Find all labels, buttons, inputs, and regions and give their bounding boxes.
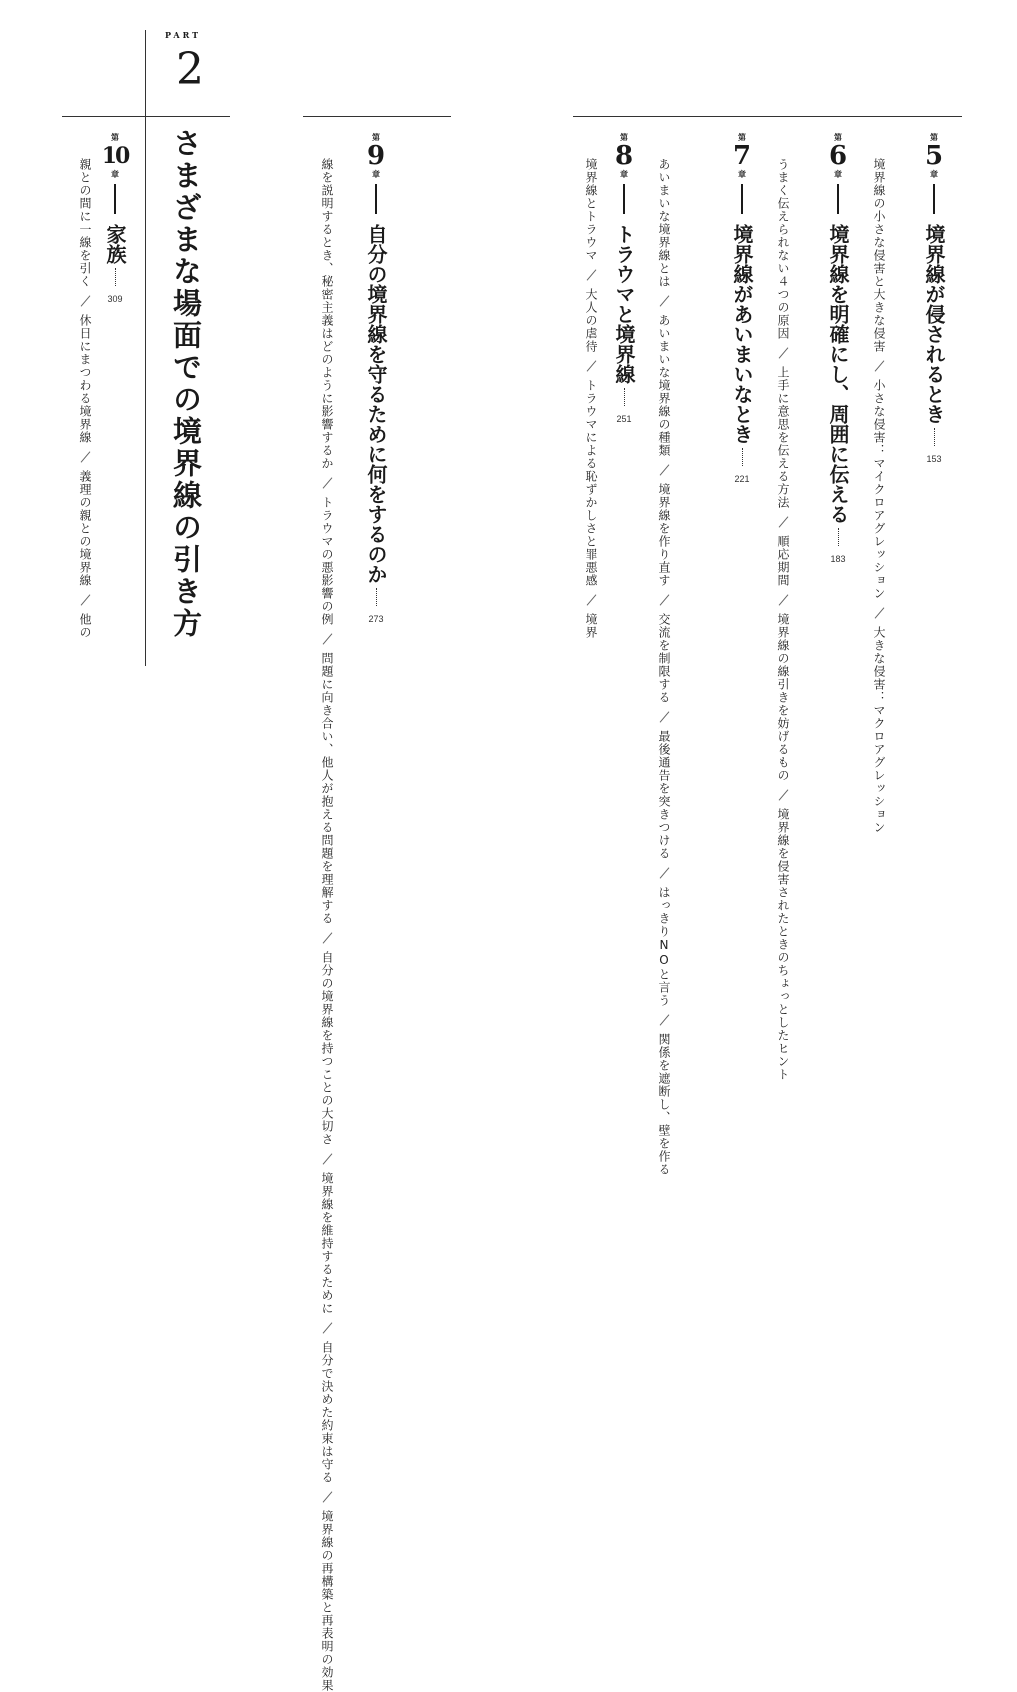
separator-slash [778, 789, 788, 800]
separator-slash [659, 711, 669, 722]
chapter-dai: 第 [372, 132, 380, 142]
chapter-sho: 章 [738, 169, 746, 179]
page-number: 251 [616, 414, 632, 424]
chapter-number: 5 [924, 141, 944, 171]
leader-dots [838, 528, 839, 546]
separator-slash [659, 464, 669, 475]
title-dash [375, 184, 377, 214]
section-item: 境界線を作り直す [657, 483, 671, 587]
separator-slash [322, 477, 332, 488]
chapter-10[interactable] [98, 132, 132, 304]
page-number: 273 [368, 614, 384, 624]
section-item: トラウマによる恥ずかしさと罪悪感 [584, 379, 598, 587]
chapter-dai: 第 [834, 132, 842, 142]
chapter-dai: 第 [111, 132, 119, 142]
chapter-dai: 第 [930, 132, 938, 142]
section-item: 上手に意思を伝える方法 [776, 366, 790, 509]
separator-slash [322, 1153, 332, 1164]
chapter-dai: 第 [620, 132, 628, 142]
section-item: あいまいな境界線の種類 [657, 314, 671, 457]
chapter-5[interactable] [918, 132, 950, 464]
chapter-8-sections [580, 158, 602, 678]
chapter-number: 10 [101, 143, 129, 169]
title-dash [741, 184, 743, 214]
part-title: さまざまな場面での境界線の引き方 [169, 128, 203, 640]
separator-slash [322, 932, 332, 943]
chapter-7[interactable] [726, 132, 758, 484]
section-item: 最後通告を突きつける [657, 730, 671, 860]
section-item: 境界線を維持するために [320, 1172, 334, 1315]
separator-slash [80, 594, 90, 605]
chapter-6[interactable] [822, 132, 854, 564]
section-item: 親との間に一線を引く [78, 158, 92, 288]
page-number: 221 [734, 474, 750, 484]
section-item: 関係を遮断し、壁を作る [657, 1033, 671, 1176]
section-item: 大きな侵害：マクロアグレッション [872, 626, 886, 834]
page-number: 153 [926, 454, 942, 464]
section-item: 境界 [584, 613, 598, 639]
separator-slash [778, 347, 788, 358]
section-item: 境界線とトラウマ [584, 158, 598, 262]
separator-slash [659, 867, 669, 878]
title-dash [837, 184, 839, 214]
rule-left [62, 116, 230, 117]
separator-slash [778, 594, 788, 605]
chapter-title: 境界線が侵されるとき [922, 224, 946, 424]
chapter-dai: 第 [738, 132, 746, 142]
section-item: 小さな侵害：マイクロアグレッション [872, 379, 886, 600]
separator-slash [586, 360, 596, 371]
section-item: 境界線の小さな侵害と大きな侵害 [872, 158, 886, 353]
chapter-sho: 章 [930, 169, 938, 179]
separator-slash [322, 1491, 332, 1502]
separator-slash [586, 269, 596, 280]
separator-slash [659, 1014, 669, 1025]
section-item: 自分の境界線を持つことの大切さ [320, 951, 334, 1146]
separator-slash [322, 1322, 332, 1333]
chapter-sho: 章 [620, 169, 628, 179]
chapter-number: 9 [366, 141, 386, 171]
section-item: はっきりNOと言う [657, 886, 671, 1007]
separator-slash [659, 594, 669, 605]
section-item: 大人の虐待 [584, 288, 598, 353]
section-item: 義理の親との境界線 [78, 470, 92, 587]
title-dash [114, 184, 116, 214]
part-number: 2 [176, 44, 204, 95]
leader-dots [376, 588, 377, 606]
rule-right-page [573, 116, 962, 117]
chapter-number: 8 [614, 141, 634, 171]
chapter-8[interactable] [608, 132, 640, 424]
page-number: 309 [107, 294, 123, 304]
chapter-title: 自分の境界線を守るために何をするのか [364, 224, 388, 584]
separator-slash [322, 633, 332, 644]
rule-middle [303, 116, 451, 117]
section-item: 線を説明するとき、秘密主義はどのように影響するか [320, 158, 334, 470]
section-item: トラウマの悪影響の例 [320, 496, 334, 626]
chapter-title: 家族 [103, 224, 127, 264]
chapter-number: 7 [732, 141, 752, 171]
chapter-10-sections [74, 158, 96, 678]
part-divider-line [145, 30, 146, 666]
chapter-5-sections [868, 158, 890, 834]
section-item: うまく伝えられない４つの原因 [776, 158, 790, 340]
chapter-number: 6 [828, 141, 848, 171]
chapter-title: 境界線を明確にし、周囲に伝える [826, 224, 850, 524]
title-dash [623, 184, 625, 214]
section-item: 休日にまつわる境界線 [78, 314, 92, 444]
separator-slash [586, 594, 596, 605]
chapter-title: 境界線があいまいなとき [730, 224, 754, 444]
chapter-6-sections [772, 158, 794, 1081]
section-item: 境界線の再構築と再表明の効果 [320, 1510, 334, 1692]
leader-dots [624, 388, 625, 406]
separator-slash [80, 451, 90, 462]
chapter-7-sections [653, 158, 675, 1176]
separator-slash [778, 516, 788, 527]
section-item: 問題に向き合い、他人が抱える問題を理解する [320, 652, 334, 925]
part-label: PART [165, 30, 202, 40]
chapter-sho: 章 [372, 169, 380, 179]
section-item: 順応期間 [776, 535, 790, 587]
section-item: 他の [78, 613, 92, 639]
chapter-sho: 章 [834, 169, 842, 179]
section-item: 交流を制限する [657, 613, 671, 704]
title-dash [933, 184, 935, 214]
leader-dots [742, 448, 743, 466]
chapter-9-sections [316, 158, 338, 1692]
chapter-9[interactable] [360, 132, 392, 624]
leader-dots [115, 268, 116, 286]
page-number: 183 [830, 554, 846, 564]
separator-slash [874, 607, 884, 618]
chapter-sho: 章 [111, 169, 119, 179]
separator-slash [874, 360, 884, 371]
separator-slash [659, 295, 669, 306]
section-item: 境界線の線引きを妨げるもの [776, 613, 790, 782]
section-item: あいまいな境界線とは [657, 158, 671, 288]
separator-slash [80, 295, 90, 306]
leader-dots [934, 428, 935, 446]
chapter-title: トラウマと境界線 [612, 224, 636, 384]
section-item: 自分で決めた約束は守る [320, 1341, 334, 1484]
section-item: 境界線を侵害されたときのちょっとしたヒント [776, 808, 790, 1081]
